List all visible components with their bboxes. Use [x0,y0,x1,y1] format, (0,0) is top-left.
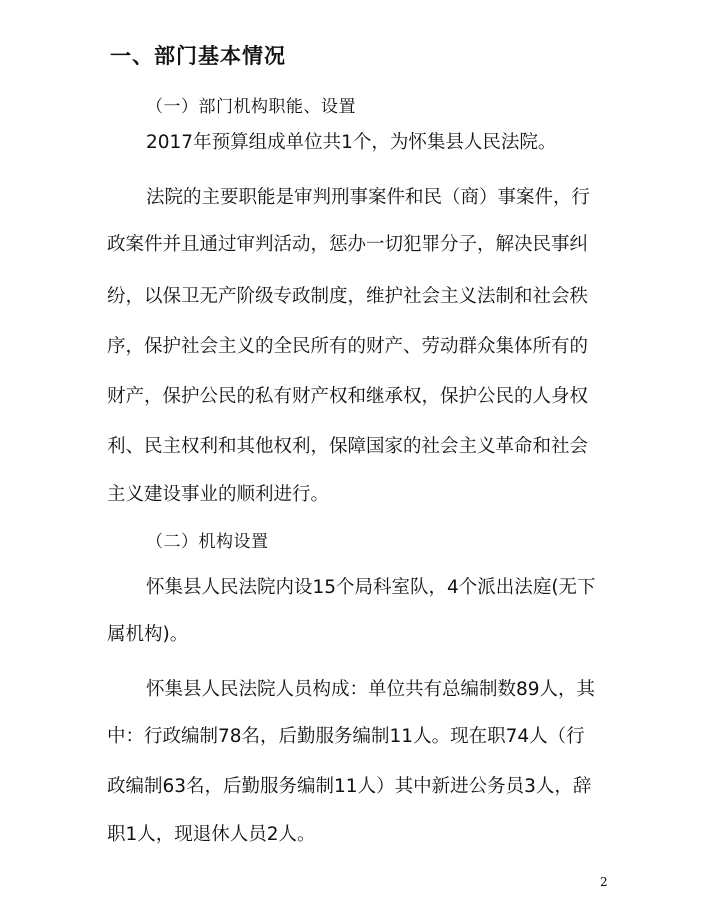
text-line: 利、民主权利和其他权利，保障国家的社会主义革命和社会 [107,436,589,457]
text-line: 职1人，现退休人员2人。 [107,824,316,845]
text-line: 主义建设事业的顺利进行。 [107,484,330,505]
text-line: 中：行政编制78名，后勤服务编制11人。现在职74人（行 [107,726,585,747]
text-line: 怀集县人民法院内设15个局科室队，4个派出法庭(无下 [146,577,596,598]
text-line: 属机构)。 [107,624,189,645]
subsection-heading-1: （一）部门机构职能、设置 [146,97,356,117]
subsection-heading-2: （二）机构设置 [146,532,269,552]
text-line: 政案件并且通过审判活动，惩办一切犯罪分子，解决民事纠 [107,234,589,255]
section-heading: 一、部门基本情况 [110,44,286,68]
text-line: 序，保护社会主义的全民所有的财产、劳动群众集体所有的 [107,336,589,357]
paragraph-budget-units: 2017年预算组成单位共1个，为怀集县人民法院。 [146,132,557,153]
text-line: 政编制63名，后勤服务编制11人）其中新进公务员3人，辞 [107,776,592,797]
text-line: 怀集县人民法院人员构成：单位共有总编制数89人，其 [146,679,596,700]
page-number: 2 [600,875,608,889]
text-line: 纷，以保卫无产阶级专政制度，维护社会主义法制和社会秩 [107,286,589,307]
text-line: 法院的主要职能是审判刑事案件和民（商）事案件，行 [146,187,591,208]
text-line: 财产，保护公民的私有财产权和继承权，保护公民的人身权 [107,386,589,407]
